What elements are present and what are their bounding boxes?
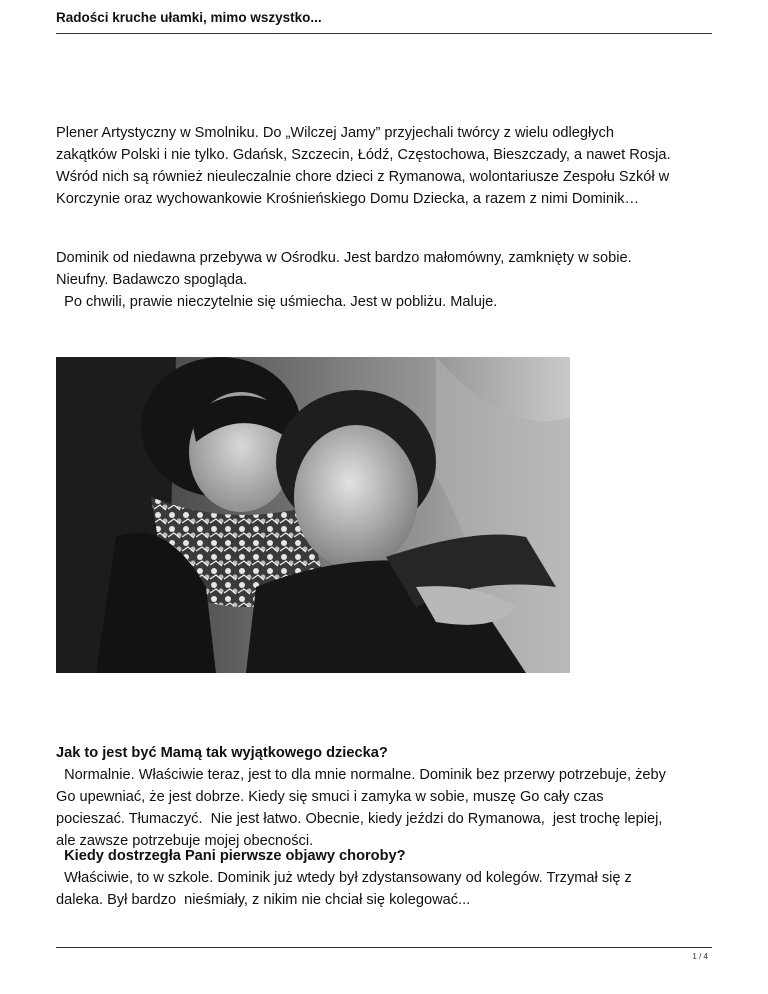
black-white-photo — [56, 357, 570, 673]
interview-answer-line: ale zawsze potrzebuje mojej obecności. — [56, 833, 314, 849]
intro-paragraph — [56, 122, 716, 210]
dominik-line: Dominik od niedawna przebywa w Ośrodku. Jest bardzo małomówny, zamknięty w sobie. — [56, 250, 632, 266]
interview-answer-line: Normalnie. Właściwie teraz, jest to dla mnie normalne. Dominik bez przerwy potrzebuje, żeby — [56, 767, 666, 783]
intro-line: Korczynie oraz wychowankowie Krośnieńskiego Domu Dziecka, a razem z nimi Dominik… — [56, 191, 640, 207]
interview-block — [56, 845, 716, 911]
page-number: 1 / 4 — [692, 952, 708, 961]
interview-answer-line: Go upewniać, że jest dobrze. Kiedy się smuci i zamyka w sobie, muszę Go cały czas — [56, 789, 604, 805]
intro-line: Wśród nich są również nieuleczalnie chore dzieci z Rymanowa, wolontariusze Zespołu Szkół w — [56, 169, 670, 185]
interview-answer-line: daleka. Był bardzo nieśmiały, z nikim nie chciał się kolegować... — [56, 892, 471, 908]
intro-line: Plener Artystyczny w Smolniku. Do „Wilczej Jamy” przyjechali twórcy z wielu odległych — [56, 125, 614, 141]
page-header-title: Radości kruche ułamki, mimo wszystko... — [56, 10, 322, 25]
interview-block — [56, 742, 716, 852]
dominik-paragraph — [56, 247, 716, 313]
interview-answer-line: Właściwie, to w szkole. Dominik już wtedy był zdystansowany od kolegów. Trzymał się z — [56, 870, 632, 886]
dominik-line: Po chwili, prawie nieczytelnie się uśmiecha. Jest w pobliżu. Maluje. — [56, 294, 498, 310]
intro-line: zakątków Polski i nie tylko. Gdańsk, Szczecin, Łódź, Częstochowa, Bieszczady, a nawet Rosja. — [56, 147, 671, 163]
interview-question: Jak to jest być Mamą tak wyjątkowego dziecka? — [56, 745, 388, 761]
interview-question: Kiedy dostrzegła Pani pierwsze objawy choroby? — [56, 848, 406, 864]
footer-divider — [56, 947, 712, 948]
header-divider — [56, 33, 712, 34]
dominik-line: Nieufny. Badawczo spogląda. — [56, 272, 248, 288]
interview-answer-line: pocieszać. Tłumaczyć. Nie jest łatwo. Obecnie, kiedy jeździ do Rymanowa, jest trochę lepiej, — [56, 811, 663, 827]
